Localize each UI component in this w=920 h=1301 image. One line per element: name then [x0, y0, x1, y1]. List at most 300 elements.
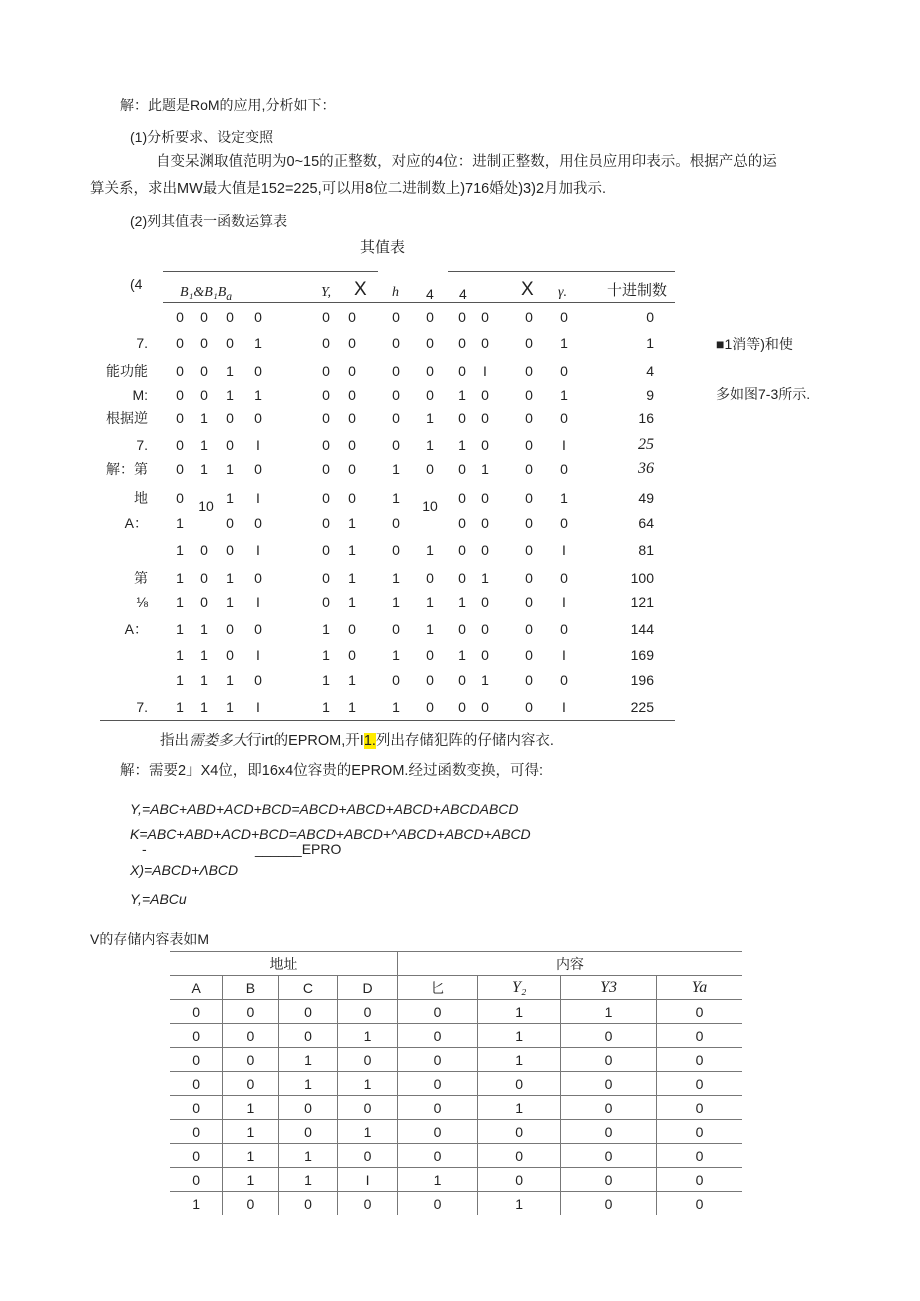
bit-cell: 0 — [226, 309, 234, 325]
bit-cell: 0 — [322, 490, 330, 506]
column-header: A — [170, 976, 223, 1000]
bit-cell: 1 — [458, 387, 466, 403]
bit-cell: 1 — [176, 570, 184, 586]
bit-cell: 0 — [226, 647, 234, 663]
group-address: 地址 — [170, 952, 397, 976]
bit-cell: 1 — [200, 410, 208, 426]
decimal-value: 49 — [638, 490, 654, 506]
bit-cell: 1 — [176, 594, 184, 610]
bit-cell: 1 — [322, 647, 330, 663]
bit-cell: 1 — [426, 437, 434, 453]
table-cell: 0 — [657, 1096, 742, 1120]
bit-cell: 0 — [525, 461, 533, 477]
row-label: 根据逆 — [106, 410, 148, 426]
bit-cell: 1 — [254, 335, 262, 351]
table-cell: 0 — [223, 1048, 278, 1072]
bit-cell: 0 — [426, 461, 434, 477]
bit-cell: 1 — [176, 672, 184, 688]
table-cell: 0 — [561, 1120, 657, 1144]
bit-cell: I — [483, 363, 487, 379]
table-cell: 0 — [561, 1192, 657, 1216]
table-row — [170, 1096, 742, 1120]
bit-cell: 1 — [226, 461, 234, 477]
bit-cell: 1 — [322, 621, 330, 637]
bit-cell: 0 — [392, 515, 400, 531]
table-cell: 0 — [170, 1024, 223, 1048]
bit-cell: 0 — [458, 410, 466, 426]
table-cell: 0 — [278, 1024, 338, 1048]
bit-cell: 1 — [560, 490, 568, 506]
decimal-value: 25 — [638, 436, 654, 453]
decimal-value: 100 — [630, 570, 654, 586]
bit-cell: I — [562, 699, 566, 715]
bit-cell: 1 — [200, 647, 208, 663]
table-cell: 0 — [561, 1024, 657, 1048]
header-4a: 4 — [426, 286, 434, 302]
bit-cell: 1 — [348, 515, 356, 531]
group-content: 内容 — [397, 952, 742, 976]
table-corner-label: (4 — [130, 276, 143, 292]
table-cell: 0 — [657, 1048, 742, 1072]
bit-cell: 0 — [348, 410, 356, 426]
bit-cell: 0 — [200, 570, 208, 586]
bit-cell: 0 — [322, 410, 330, 426]
bit-cell: 0 — [322, 594, 330, 610]
bit-cell: 0 — [481, 437, 489, 453]
bit-cell: 1 — [348, 570, 356, 586]
bit-cell: 0 — [481, 594, 489, 610]
bit-cell: 1 — [348, 594, 356, 610]
column-header: C — [278, 976, 338, 1000]
table-cell: 0 — [561, 1048, 657, 1072]
bit-cell: 1 — [560, 335, 568, 351]
table-cell: 0 — [561, 1144, 657, 1168]
table-cell: 0 — [170, 1000, 223, 1024]
table-cell: 0 — [170, 1096, 223, 1120]
bit-cell: 0 — [226, 410, 234, 426]
equation-epro: ______EPRO — [255, 841, 342, 857]
bit-cell: 0 — [458, 461, 466, 477]
table-cell: 0 — [657, 1168, 742, 1192]
bit-cell: 1 — [176, 647, 184, 663]
bit-cell: 1 — [426, 621, 434, 637]
table-cell: 1 — [278, 1144, 338, 1168]
bit-cell: 0 — [481, 309, 489, 325]
table-cell: 0 — [170, 1048, 223, 1072]
bit-cell: 1 — [200, 672, 208, 688]
bit-cell: 0 — [392, 621, 400, 637]
bit-cell: 0 — [458, 672, 466, 688]
bit-cell: 1 — [226, 699, 234, 715]
table-cell: 1 — [397, 1168, 477, 1192]
bit-cell: 0 — [392, 309, 400, 325]
column-header: 匕 — [397, 976, 477, 1000]
bit-cell: 0 — [200, 594, 208, 610]
bit-cell: 0 — [560, 461, 568, 477]
header-x1: X — [354, 279, 367, 300]
table-cell: 0 — [657, 1000, 742, 1024]
table-cell: 1 — [478, 1096, 561, 1120]
bit-cell: 1 — [226, 363, 234, 379]
bit-cell: 0 — [226, 335, 234, 351]
table-cell: 0 — [657, 1144, 742, 1168]
bit-cell: 0 — [481, 647, 489, 663]
table-cell: 0 — [561, 1168, 657, 1192]
table-cell: 1 — [478, 1000, 561, 1024]
bit-cell: 0 — [426, 363, 434, 379]
solution-intro: 解：此题是RoM的应用,分析如下： — [120, 97, 336, 113]
bit-cell: 1 — [481, 461, 489, 477]
bit-cell: 0 — [226, 515, 234, 531]
row-label: A： — [124, 515, 148, 531]
decimal-value: 0 — [646, 309, 654, 325]
bit-cell: 0 — [481, 387, 489, 403]
row-label: ⅛ — [136, 594, 148, 610]
bit-cell: 0 — [560, 363, 568, 379]
bit-cell: 0 — [392, 672, 400, 688]
bit-cell: 1 — [392, 699, 400, 715]
side-note: ■1消等)和使 — [716, 336, 793, 352]
row-label: 地 — [134, 490, 148, 506]
rom-content-table — [170, 951, 742, 1215]
bit-cell: 0 — [348, 490, 356, 506]
table-cell: 0 — [338, 1000, 398, 1024]
q-part: 列出存储犯阵的仔储内容衣. — [375, 733, 554, 749]
header-h: h — [392, 285, 399, 300]
decimal-value: 36 — [638, 460, 654, 477]
bit-cell: 0 — [481, 621, 489, 637]
bit-cell: 0 — [254, 363, 262, 379]
bit-cell: 0 — [392, 335, 400, 351]
bit-cell: 0 — [426, 699, 434, 715]
table-row — [170, 1000, 742, 1024]
bit-cell: 0 — [348, 335, 356, 351]
bit-cell: 0 — [254, 309, 262, 325]
side-note: 多如图7-3所示. — [716, 386, 811, 402]
q-part: 行irt的EPROM,开I — [247, 733, 364, 749]
header-gamma: γ. — [558, 285, 568, 300]
header-4b: 4 — [459, 286, 467, 302]
bit-cell: 1 — [392, 490, 400, 506]
table-cell: 1 — [561, 1000, 657, 1024]
bit-cell: I — [256, 437, 260, 453]
table-cell: 1 — [223, 1120, 278, 1144]
equation-y1: Y,=ABC+ABD+ACD+BCD=ABCD+ABCD+ABCD+ABCDABCD — [130, 801, 519, 817]
table-cell: 0 — [478, 1120, 561, 1144]
bit-cell: 0 — [226, 437, 234, 453]
table-cell: 1 — [338, 1072, 398, 1096]
question-text — [160, 732, 554, 750]
bit-cell: 1 — [481, 672, 489, 688]
table-cell: 0 — [397, 1192, 477, 1216]
bit-cell: 0 — [525, 570, 533, 586]
table-cell: 0 — [338, 1192, 398, 1216]
table-cell: 0 — [278, 1096, 338, 1120]
bit-cell: 1 — [226, 490, 234, 506]
equation-y4: Y,=ABCu — [130, 891, 187, 907]
highlight-mark: 1. — [363, 733, 376, 749]
row-label: 能功能 — [106, 363, 148, 379]
table-cell: 1 — [478, 1192, 561, 1216]
bit-cell: 1 — [226, 570, 234, 586]
table-cell: 1 — [478, 1048, 561, 1072]
bit-cell: 0 — [458, 515, 466, 531]
bit-cell: 0 — [392, 387, 400, 403]
bit-cell: 0 — [348, 387, 356, 403]
bit-cell: 0 — [525, 410, 533, 426]
bit-cell: I — [256, 594, 260, 610]
bit-cell: I — [256, 542, 260, 558]
table-cell: 0 — [397, 1096, 477, 1120]
table-cell: 1 — [338, 1024, 398, 1048]
table-cell: 1 — [223, 1096, 278, 1120]
header-x2: X — [521, 279, 534, 300]
bit-cell: 0 — [226, 621, 234, 637]
paragraph-line: 自变呆渊取值范明为0~15的正整数，对应的4位：进制正整数，用住员应用印表示。根据产总的运 — [156, 154, 777, 170]
bit-cell: 0 — [348, 461, 356, 477]
table-cell: 0 — [223, 1024, 278, 1048]
table-cell: 0 — [397, 1000, 477, 1024]
bit-cell: 1 — [226, 594, 234, 610]
bit-cell: 0 — [176, 387, 184, 403]
table-cell: 0 — [278, 1120, 338, 1144]
bit-cell: 1 — [458, 437, 466, 453]
table-cell: 0 — [657, 1024, 742, 1048]
table-row — [170, 1120, 742, 1144]
bit-cell: 1 — [458, 647, 466, 663]
q-part: 需娄多大 — [189, 733, 247, 749]
bit-cell: 0 — [348, 363, 356, 379]
bit-cell: 0 — [560, 515, 568, 531]
table-cell: 0 — [397, 1120, 477, 1144]
bit-cell: 0 — [560, 672, 568, 688]
table-cell: 0 — [657, 1120, 742, 1144]
bit-cell: 0 — [200, 542, 208, 558]
bit-cell: 1 — [392, 647, 400, 663]
table-cell: 0 — [223, 1192, 278, 1216]
row-label: M: — [132, 387, 148, 403]
q-part: 指出 — [160, 733, 189, 749]
table-cell: 0 — [397, 1048, 477, 1072]
bit-cell: 0 — [322, 387, 330, 403]
bit-cell: 1 — [200, 699, 208, 715]
column-header: D — [338, 976, 398, 1000]
bit-cell: 0 — [560, 410, 568, 426]
table-cell: 0 — [170, 1120, 223, 1144]
bit-cell: 0 — [176, 309, 184, 325]
table-row — [170, 1192, 742, 1216]
header-inputs-text: B₁&B₁B — [180, 285, 227, 300]
row-label: A： — [124, 621, 148, 637]
bit-cell: 0 — [254, 410, 262, 426]
bit-cell: 0 — [322, 461, 330, 477]
bit-cell: 0 — [481, 515, 489, 531]
bit-cell: 0 — [176, 410, 184, 426]
bit-cell: 0 — [392, 363, 400, 379]
table-row — [170, 1168, 742, 1192]
table-cell: 0 — [478, 1072, 561, 1096]
bit-cell: 1 — [426, 542, 434, 558]
bit-cell: 0 — [176, 335, 184, 351]
bit-cell: 0 — [392, 542, 400, 558]
bit-cell: I — [256, 699, 260, 715]
bit-cell: 0 — [322, 335, 330, 351]
bit-cell: 1 — [348, 672, 356, 688]
bit-cell: 0 — [348, 437, 356, 453]
row-label: 7. — [136, 335, 148, 351]
bit-cell: 0 — [322, 437, 330, 453]
bit-cell: 0 — [426, 672, 434, 688]
decimal-value: 1 — [646, 335, 654, 351]
bit-cell: I — [562, 647, 566, 663]
bit-cell: 0 — [458, 621, 466, 637]
bit-cell: I — [562, 542, 566, 558]
bit-cell: 0 — [458, 363, 466, 379]
table-cell: 0 — [397, 1024, 477, 1048]
paragraph-line: 算关系，求出MW最大值是152=225,可以用8位二进制数上)716婚处)3)2月加我示. — [90, 181, 607, 197]
bit-cell: 0 — [176, 490, 184, 506]
table-cell: 0 — [338, 1096, 398, 1120]
header-decimal: 十进制数 — [607, 282, 668, 299]
bit-cell: 0 — [481, 542, 489, 558]
bit-cell: 0 — [176, 363, 184, 379]
table-cell: 0 — [561, 1072, 657, 1096]
bit-cell: 0 — [525, 672, 533, 688]
column-header: Ya — [657, 976, 742, 1000]
bit-cell: 0 — [200, 335, 208, 351]
table-cell: 1 — [278, 1168, 338, 1192]
table-cell: 0 — [397, 1144, 477, 1168]
table-cell: 0 — [278, 1192, 338, 1216]
bit-cell: 0 — [254, 570, 262, 586]
bit-cell: 0 — [525, 437, 533, 453]
bit-cell: 0 — [200, 309, 208, 325]
bit-cell: 1 — [176, 515, 184, 531]
bit-cell: 0 — [525, 309, 533, 325]
column-header: Y₂ — [478, 976, 561, 1000]
table-cell: 1 — [278, 1048, 338, 1072]
bit-cell: 0 — [348, 621, 356, 637]
decimal-value: 9 — [646, 387, 654, 403]
bit-cell: 1 — [426, 410, 434, 426]
rom-table-caption: V的存储内容表如M — [90, 931, 209, 947]
table-cell: 0 — [338, 1144, 398, 1168]
bit-cell: 1 — [392, 461, 400, 477]
bit-cell: 1 — [426, 594, 434, 610]
step2-heading: (2)列其值表一函数运算表 — [130, 213, 288, 229]
bit-cell: 0 — [426, 387, 434, 403]
bit-cell: 0 — [458, 309, 466, 325]
answer-text: 解：需要2」X4位，即16x4位容贵的EPROM.经过函数变换，可得: — [120, 763, 543, 779]
bit-cell: 0 — [525, 387, 533, 403]
bit-cell: 0 — [426, 647, 434, 663]
bit-cell: 0 — [458, 335, 466, 351]
bit-cell: 0 — [348, 647, 356, 663]
bit-cell: 0 — [392, 437, 400, 453]
header-inputs — [180, 284, 232, 306]
bit-cell: 0 — [200, 387, 208, 403]
bit-cell: I — [562, 594, 566, 610]
step1-heading: (1)分析要求、设定变照 — [130, 129, 274, 145]
bit-cell: 1 — [458, 594, 466, 610]
bit-cell: 0 — [254, 672, 262, 688]
table-cell: 0 — [170, 1072, 223, 1096]
table-cell: 0 — [478, 1168, 561, 1192]
bit-cell: 0 — [458, 542, 466, 558]
bit-cell: 0 — [525, 490, 533, 506]
bit-cell: 0 — [458, 699, 466, 715]
bit-cell: 1 — [254, 387, 262, 403]
bit-cell: 0 — [176, 437, 184, 453]
table-cell: 0 — [397, 1072, 477, 1096]
bit-cell: 0 — [322, 542, 330, 558]
decimal-value: 16 — [638, 410, 654, 426]
bit-cell: 1 — [200, 621, 208, 637]
table-cell: 1 — [223, 1144, 278, 1168]
bit-cell: 1 — [348, 542, 356, 558]
table-cell: 0 — [170, 1144, 223, 1168]
bit-cell: 0 — [560, 621, 568, 637]
bit-cell: 0 — [254, 621, 262, 637]
bit-cell: 0 — [458, 490, 466, 506]
bit-cell: 0 — [458, 570, 466, 586]
column-header: Y3 — [561, 976, 657, 1000]
bit-cell: 1 — [322, 672, 330, 688]
table-cell: I — [338, 1168, 398, 1192]
bit-cell: I — [256, 647, 260, 663]
bit-cell: 0 — [226, 542, 234, 558]
table-cell: 0 — [657, 1192, 742, 1216]
bit-cell: 1 — [560, 387, 568, 403]
bit-cell: 0 — [481, 699, 489, 715]
bit-cell: 0 — [525, 515, 533, 531]
bit-cell: 1 — [348, 699, 356, 715]
table-row — [170, 1072, 742, 1096]
bit-cell: 0 — [426, 335, 434, 351]
table-title: 其值表 — [360, 239, 406, 256]
bit-cell: 0 — [176, 461, 184, 477]
table-cell: 0 — [478, 1144, 561, 1168]
bit-cell: 1 — [481, 570, 489, 586]
column-header: B — [223, 976, 278, 1000]
bit-cell: 1 — [176, 699, 184, 715]
decimal-value: 81 — [638, 542, 654, 558]
bit-cell: 0 — [525, 699, 533, 715]
row-label: 7. — [136, 699, 148, 715]
table-cell: 0 — [561, 1096, 657, 1120]
row-label: 解：第 — [106, 461, 148, 477]
header-inputs-sub: a — [226, 289, 233, 303]
table-cell: 1 — [478, 1024, 561, 1048]
bit-cell: 1 — [392, 594, 400, 610]
table-cell: 0 — [170, 1168, 223, 1192]
header-y1: Y, — [321, 285, 332, 300]
decimal-value: 196 — [630, 672, 654, 688]
bit-cell: 0 — [322, 363, 330, 379]
decimal-value: 225 — [630, 699, 654, 715]
row-label: 第 — [134, 570, 148, 586]
decimal-value: 169 — [630, 647, 654, 663]
bit-cell: 10 — [198, 498, 214, 514]
bit-cell: 0 — [322, 309, 330, 325]
bit-cell: 0 — [560, 309, 568, 325]
table-cell: 0 — [223, 1072, 278, 1096]
table-cell: 1 — [223, 1168, 278, 1192]
equation-dash: - — [142, 841, 147, 857]
table-cell: 0 — [223, 1000, 278, 1024]
row-label: 7. — [136, 437, 148, 453]
bit-cell: 0 — [426, 570, 434, 586]
